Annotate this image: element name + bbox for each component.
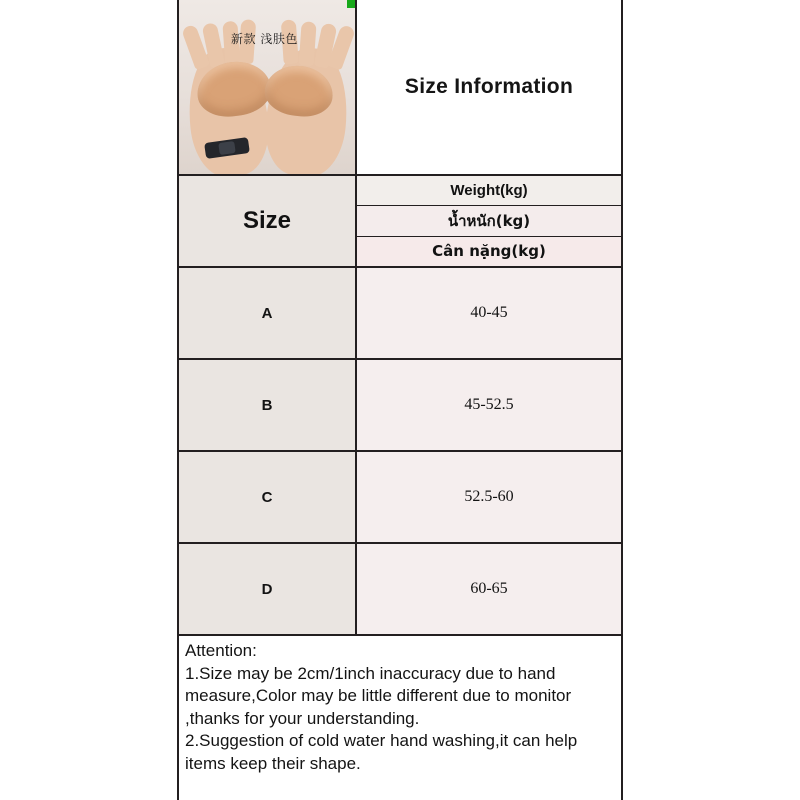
- weight-header-vi: Cân nặng(kg): [357, 237, 621, 266]
- size-cell: C: [179, 452, 357, 542]
- table-header-row: [179, 0, 621, 176]
- size-column-header: Size: [179, 176, 357, 266]
- attention-heading: Attention:: [185, 641, 257, 660]
- weight-header-th: น้ำหนัก(kg): [357, 206, 621, 236]
- size-cell: B: [179, 360, 357, 450]
- size-cell: D: [179, 544, 357, 634]
- table-row: [179, 452, 621, 544]
- weight-cell: 60-65: [357, 544, 621, 634]
- weight-cell: 45-52.5: [357, 360, 621, 450]
- attention-line-2: 2.Suggestion of cold water hand washing,it can help items keep their shape.: [185, 731, 582, 774]
- weight-cell: 52.5-60: [357, 452, 621, 542]
- photo-caption: 新款 浅肤色: [231, 32, 298, 46]
- green-tag-icon: [347, 0, 357, 8]
- attention-note: [179, 636, 621, 776]
- page-title: Size Information: [404, 75, 574, 98]
- column-headers-row: [179, 176, 621, 268]
- weight-column-header: [357, 176, 621, 266]
- table-row: [179, 360, 621, 452]
- table-row: [179, 268, 621, 360]
- size-information-table: [177, 0, 623, 800]
- watch-face: [218, 141, 236, 155]
- table-row: [179, 544, 621, 636]
- weight-cell: 40-45: [357, 268, 621, 358]
- weight-header-en: Weight(kg): [357, 176, 621, 206]
- product-photo: [179, 0, 357, 174]
- size-cell: A: [179, 268, 357, 358]
- attention-line-1: 1.Size may be 2cm/1inch inaccuracy due to hand measure,Color may be little different due to monitor ,thanks for your understanding.: [185, 663, 576, 728]
